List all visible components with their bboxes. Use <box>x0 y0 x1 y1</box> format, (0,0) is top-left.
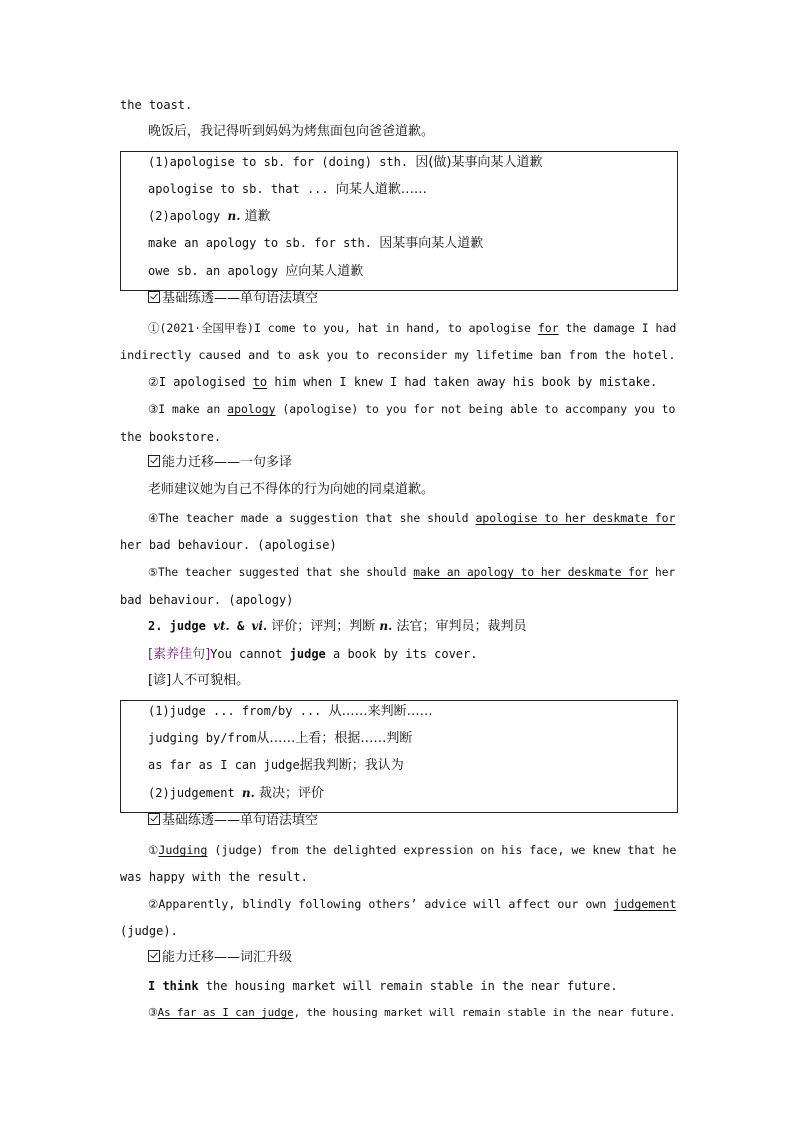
box1-row: make an apology to sb. for sth. 因某事向某人道歉 <box>148 236 484 251</box>
answer-blank: for <box>537 321 559 335</box>
intro-translation: 晚饭后，我记得听到妈妈为烤焦面包向爸爸道歉。 <box>148 124 435 139</box>
checkbox-icon <box>148 455 160 467</box>
upgrade-answer: ③As far as I can judge, the housing market will remain stable in the near future. <box>148 1006 676 1019</box>
practice2-heading: 基础练透——单句语法填空 <box>148 811 318 831</box>
checkbox-icon <box>148 291 160 303</box>
question-5-cont: bad behaviour. (apology) <box>120 593 294 607</box>
answer-blank: apology <box>227 402 276 416</box>
box1-row: (2)apology n. 道歉 <box>148 209 271 224</box>
practice1-heading: 基础练透——单句语法填空 <box>148 289 318 309</box>
box2-row: (1)judge ... from/by ... 从……来判断…… <box>148 704 433 719</box>
answer-blank: apologise to her deskmate for <box>475 511 676 525</box>
judge-entry: 2. judge vt. & vi. 评价；评判；判断 n. 法官；审判员；裁判员 <box>148 619 527 634</box>
transfer1-heading: 能力迁移——一句多译 <box>148 453 292 473</box>
question-judge-2-cont: (judge). <box>120 924 178 938</box>
intro-line: the toast. <box>120 98 193 112</box>
question-5: ⑤The teacher suggested that she should make an apology to her deskmate for her <box>148 566 676 579</box>
quote-tag: [素养佳句] <box>148 647 211 662</box>
transfer1-chinese: 老师建议她为自己不得体的行为向她的同桌道歉。 <box>148 482 435 497</box>
question-judge-2: ②Apparently, blindly following others’ advice will affect our own judgement <box>148 897 676 911</box>
checkbox-icon <box>148 950 160 962</box>
transfer2-heading: 能力迁移——词汇升级 <box>148 948 292 968</box>
answer-blank: to <box>252 375 268 389</box>
upgrade-original: I think the housing market will remain stable in the near future. <box>148 979 618 993</box>
answer-blank: As far as I can judge <box>157 1006 294 1019</box>
question-4-cont: her bad behaviour. (apologise) <box>120 538 337 552</box>
question-1: ①(2021·全国甲卷)I come to you, hat in hand, to apologise for the damage I had <box>148 321 676 335</box>
answer-blank: Judging <box>158 843 208 857</box>
box2-row: as far as I can judge据我判断；我认为 <box>148 758 404 773</box>
box1-row: (1)apologise to sb. for (doing) sth. 因(做)某事向某人道歉 <box>148 155 543 170</box>
box1-row: apologise to sb. that ... 向某人道歉…… <box>148 182 427 197</box>
box2-row: judging by/from从……上看；根据……判断 <box>148 731 413 746</box>
question-2: ②I apologised to him when I knew I had taken away his book by mistake. <box>148 375 658 389</box>
question-3: ③I make an apology (apologise) to you for not being able to accompany you to <box>148 402 676 416</box>
question-3-cont: the bookstore. <box>120 430 222 444</box>
answer-blank: judgement <box>613 897 676 911</box>
judge-quote-translation: [谚]人不可貌相。 <box>148 673 250 688</box>
question-4: ④The teacher made a suggestion that she should apologise to her deskmate for <box>148 511 676 525</box>
judge-quote: [素养佳句]You cannot judge a book by its cover. <box>148 647 478 662</box>
box1-row: owe sb. an apology 应向某人道歉 <box>148 264 364 279</box>
question-judge-1-cont: was happy with the result. <box>120 870 308 884</box>
box2-row: (2)judgement n. 裁决；评价 <box>148 786 324 801</box>
checkbox-icon <box>148 813 160 825</box>
question-1-cont: indirectly caused and to ask you to reconsider my lifetime ban from the hotel. <box>120 348 676 362</box>
answer-blank: make an apology to her deskmate for <box>413 566 649 579</box>
question-judge-1: ①Judging (judge) from the delighted expression on his face, we knew that he <box>148 843 676 857</box>
